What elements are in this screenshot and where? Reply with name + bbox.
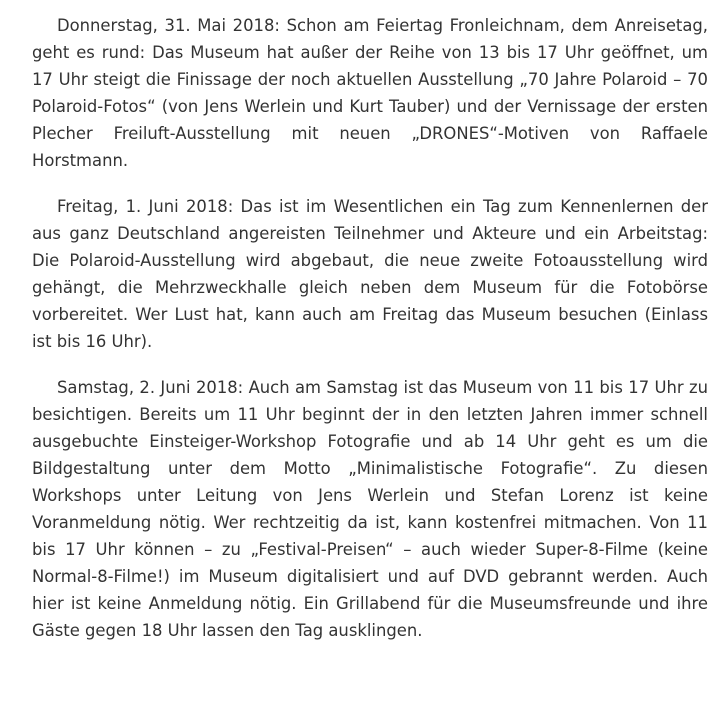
- paragraph-thursday: Donnerstag, 31. Mai 2018: Schon am Feiertag Fronleichnam, dem Anreisetag, geht es rund: Das Museum hat außer der Reihe von 13 bis 17 Uhr geöffnet, um 17 Uhr steigt die Finissage der noch aktuellen Ausstellung „70 Jahre Polaroid – 70 Polaroid-Fotos“ (von Jens Werlein und Kurt Tauber) und der Vernissage der ersten Plecher Freiluft-Ausstellung mit neuen „DRONES“-Motiven von Raffaele Horstmann.: [32, 16, 708, 170]
- paragraph-saturday: Samstag, 2. Juni 2018: Auch am Samstag ist das Museum von 11 bis 17 Uhr zu besichtigen. Bereits um 11 Uhr beginnt der in den letzten Jahren immer schnell ausgebuchte Einsteiger-Workshop Fotografie und ab 14 Uhr geht es um die Bildgestaltung unter dem Motto „Minimalistische Fotografie“. Zu diesen Workshops unter Leitung von Jens Werlein und Stefan Lorenz ist keine Voranmeldung nötig. Wer rechtzeitig da ist, kann kostenfrei mitmachen. Von 11 bis 17 Uhr können – zu „Festival-Preisen“ – auch wieder Super-8-Filme (keine Normal-8-Filme!) im Museum digitalisiert und auf DVD gebrannt werden. Auch hier ist keine Anmeldung nötig. Ein Grillabend für die Museumsfreunde und ihre Gäste gegen 18 Uhr lassen den Tag ausklingen.: [32, 378, 708, 640]
- paragraph-friday: Freitag, 1. Juni 2018: Das ist im Wesentlichen ein Tag zum Kennenlernen der aus ganz Deutschland angereisten Teilnehmer und Akteure und ein Arbeitstag: Die Polaroid-Ausstellung wird abgebaut, die neue zweite Fotoausstellung wird gehängt, die Mehrzweckhalle gleich neben dem Museum für die Fotobörse vorbereitet. Wer Lust hat, kann auch am Freitag das Museum besuchen (Einlass ist bis 16 Uhr).: [32, 197, 708, 351]
